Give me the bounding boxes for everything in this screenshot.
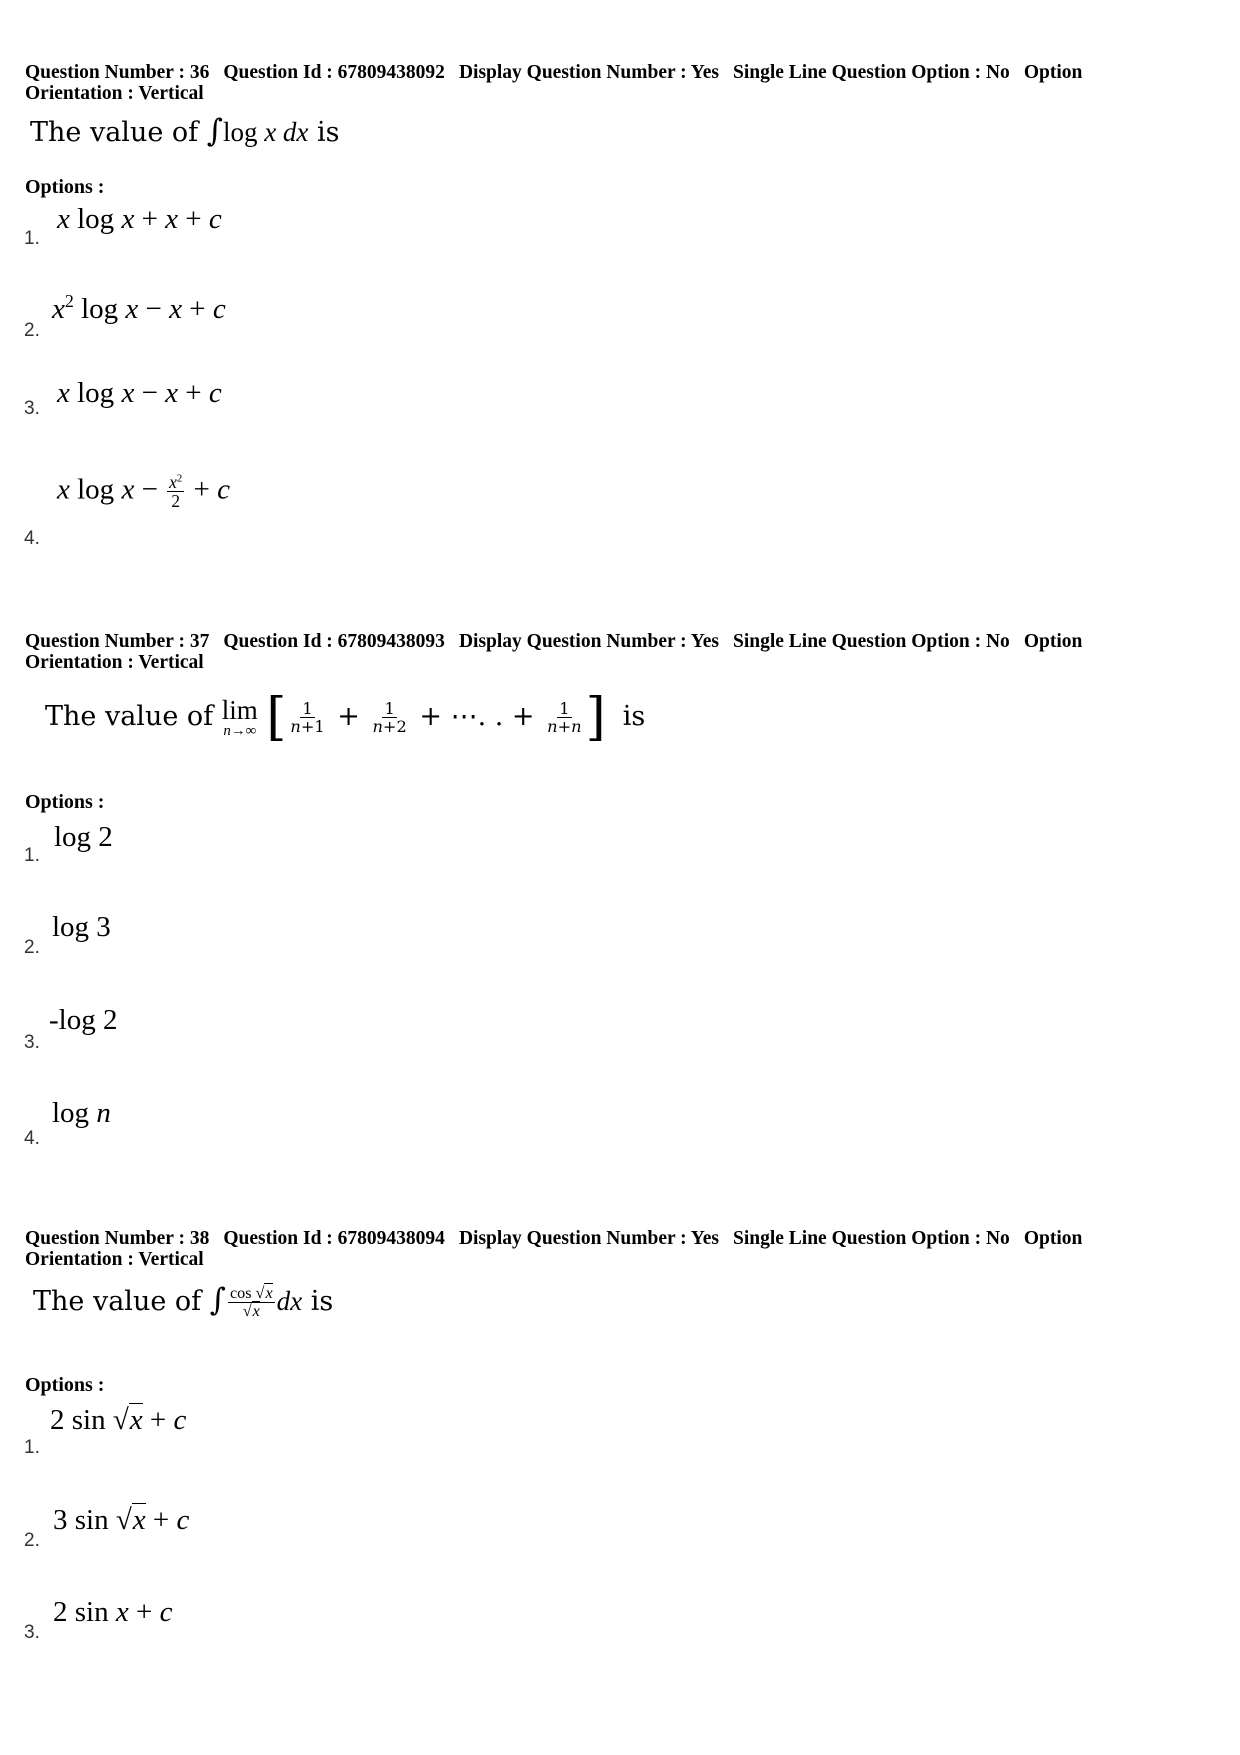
question-36-options-label: Options : — [25, 176, 105, 198]
question-36-option-4[interactable]: x log x − $\frac{x^2}{2}$ + c — [57, 472, 231, 512]
question-36-option-1[interactable]: x log x + x + c — [57, 203, 222, 235]
option-number: 3. — [24, 1032, 40, 1053]
question-36-stem: The value of ∫log x dx is — [30, 113, 340, 149]
question-38-options-label: Options : — [25, 1374, 105, 1396]
question-38-stem: The value of ∫ $\frac{\cos √x}{√x}$ dx is — [33, 1282, 334, 1320]
question-37-options-label: Options : — [25, 791, 105, 813]
question-38-header: Question Number : 38 Question Id : 67809438094 Display Question Number : Yes Single Line Question Option : No Option Orientation : Vertical — [25, 1228, 1083, 1270]
question-36-header: Question Number : 36 Question Id : 67809438092 Display Question Number : Yes Single Line Question Option : No Option Orientation : Vertical — [25, 62, 1083, 104]
option-number: 2. — [24, 937, 40, 958]
question-37-option-1[interactable]: log 2 — [54, 821, 113, 853]
question-37-stem: The value of lim n→∞ [ $\frac{1}{n+1}$ + $\frac{1}{n+2}$ + ⋯. . + $\frac{1}{n+n}$ ] is — [45, 687, 646, 747]
question-38-option-2[interactable]: 3 sin √x + c — [53, 1504, 190, 1536]
option-number: 2. — [24, 1530, 40, 1551]
option-number: 1. — [24, 228, 40, 249]
question-37-option-3[interactable]: -log 2 — [49, 1004, 118, 1036]
question-37-option-4[interactable]: log n — [52, 1097, 111, 1129]
option-number: 1. — [24, 845, 40, 866]
question-37-option-2[interactable]: log 3 — [52, 911, 111, 943]
option-number: 2. — [24, 320, 40, 341]
question-36-option-3[interactable]: x log x − x + c — [57, 377, 222, 409]
option-number: 4. — [24, 528, 40, 549]
question-38-option-1[interactable]: 2 sin √x + c — [50, 1404, 187, 1436]
option-number: 1. — [24, 1437, 40, 1458]
option-number: 3. — [24, 398, 40, 419]
question-36-option-2[interactable]: $x^2$ log x − x + c — [52, 291, 226, 325]
question-37-header: Question Number : 37 Question Id : 67809438093 Display Question Number : Yes Single Line Question Option : No Option Orientation : Vertical — [25, 631, 1083, 673]
option-number: 4. — [24, 1128, 40, 1149]
question-38-option-3[interactable]: 2 sin x + c — [53, 1596, 173, 1628]
option-number: 3. — [24, 1622, 40, 1643]
